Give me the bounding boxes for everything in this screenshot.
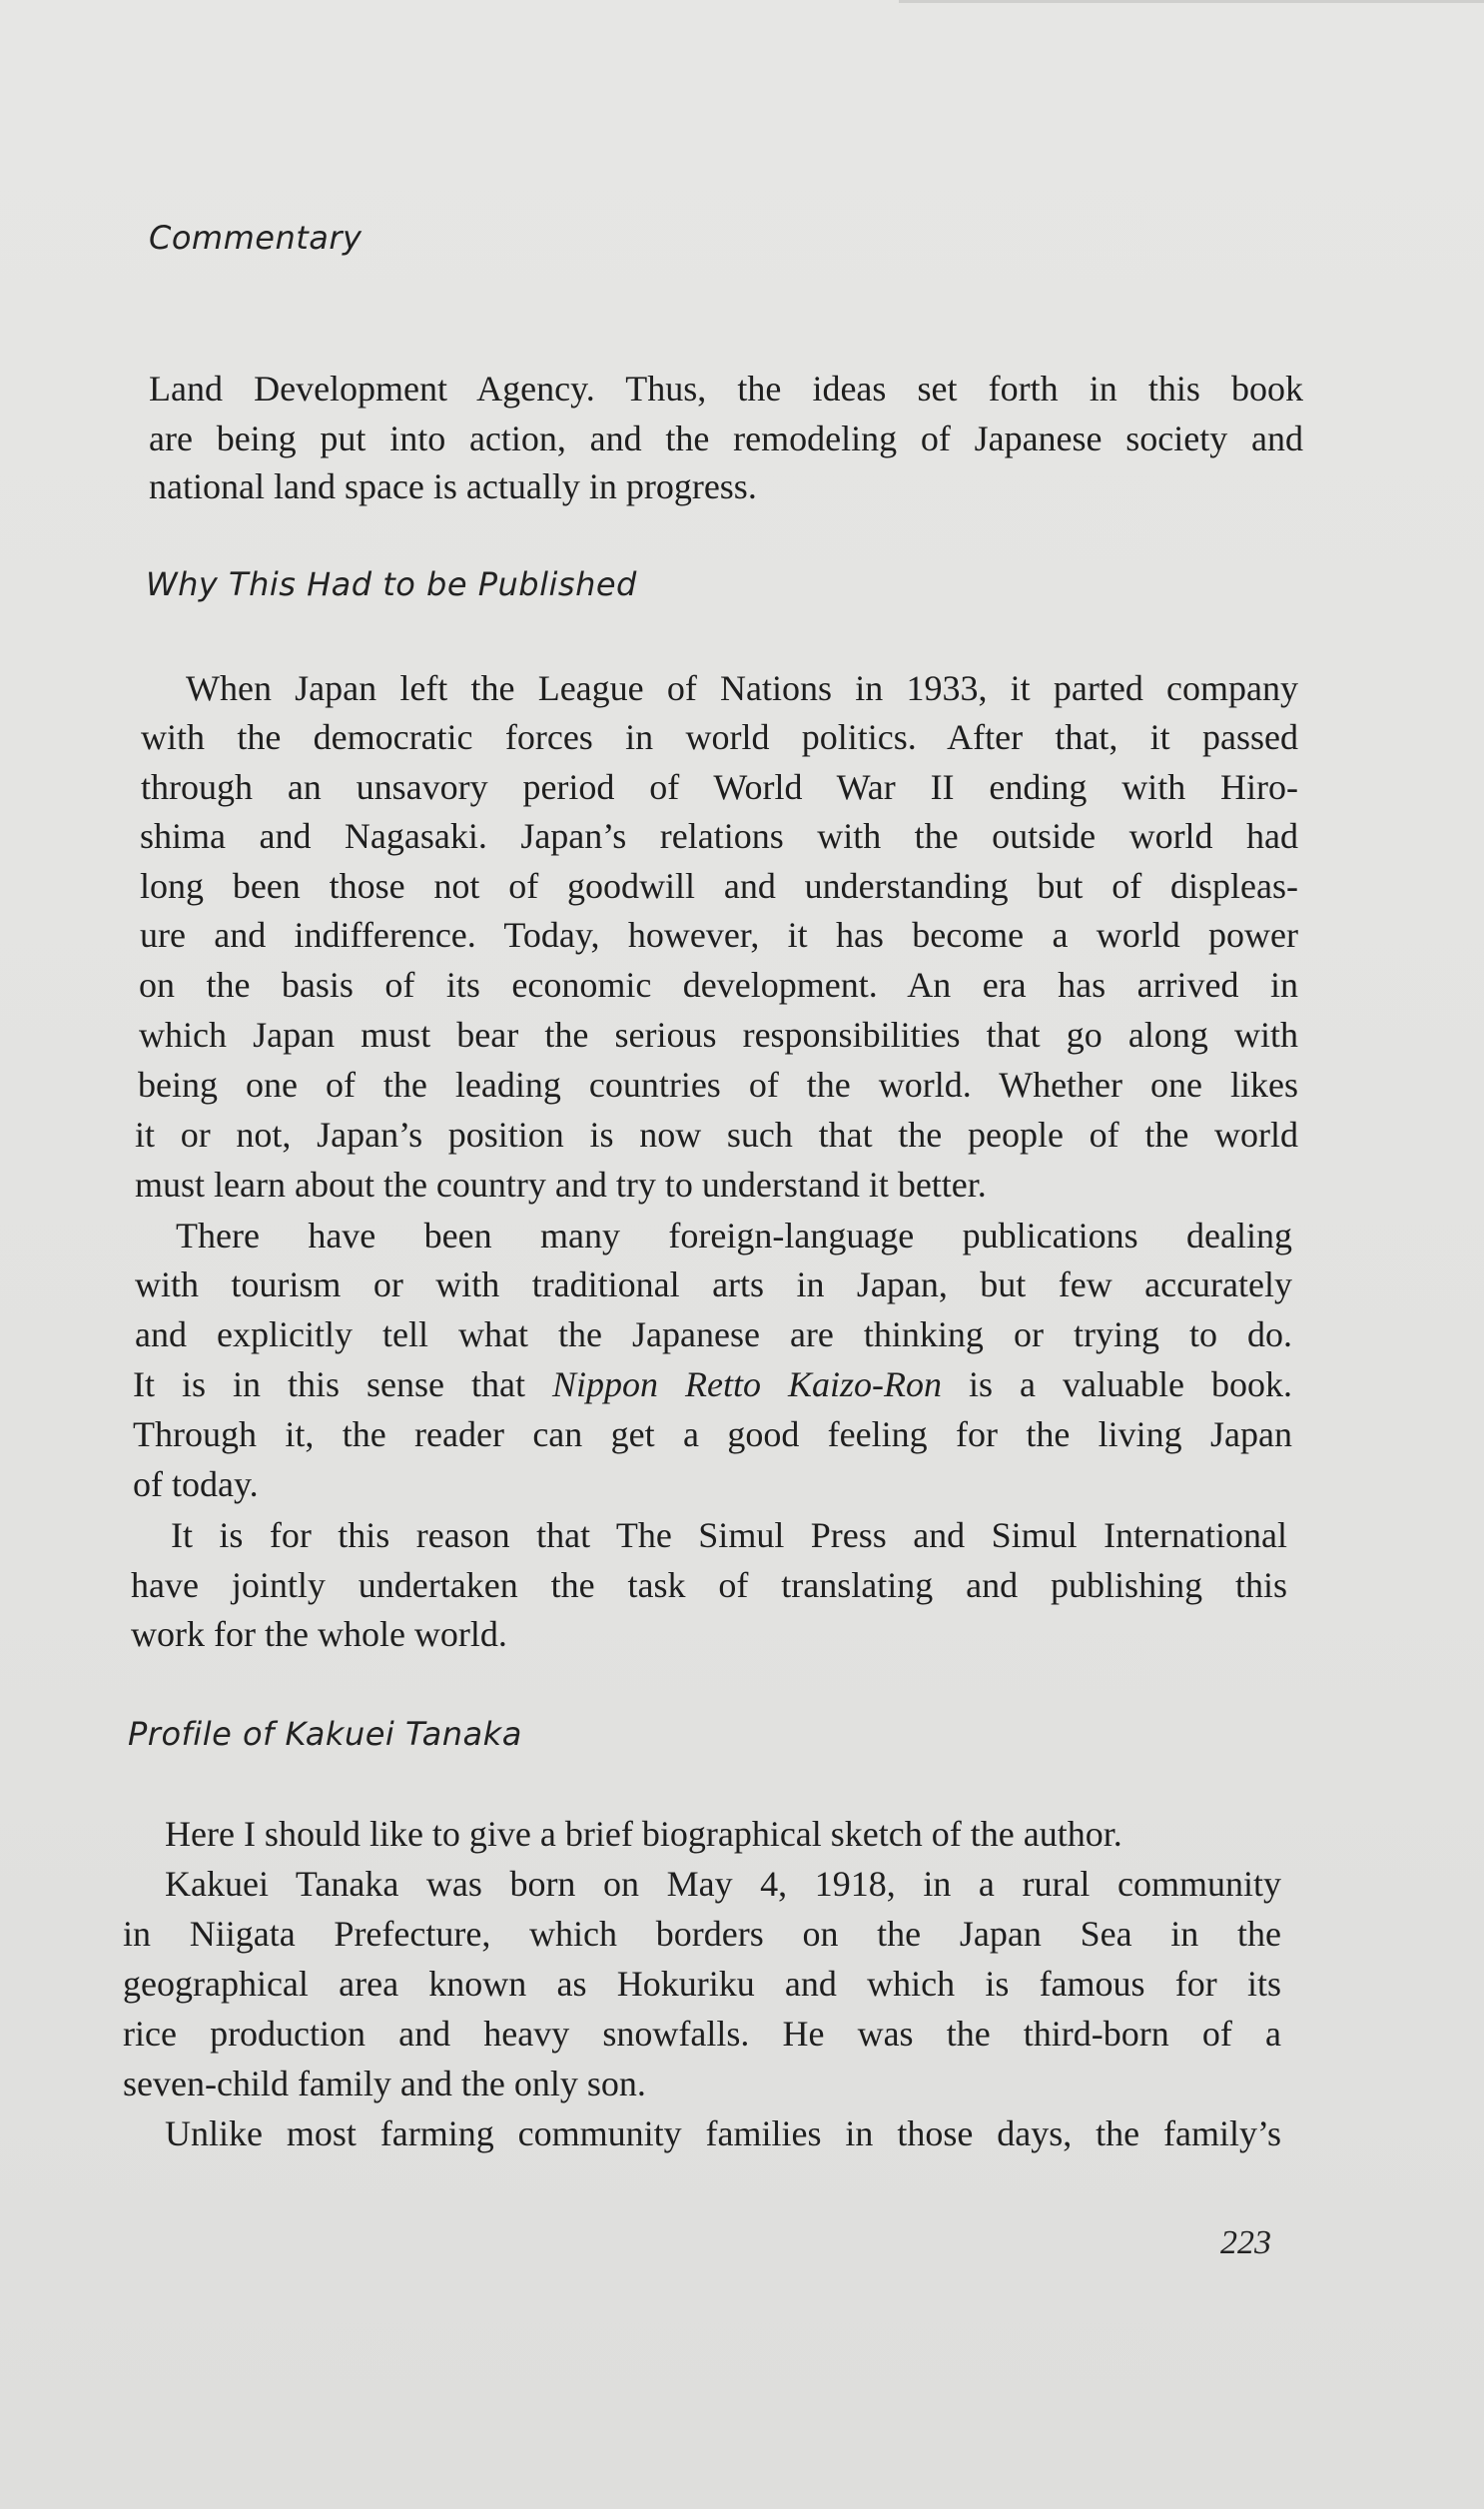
text-line: Here I should like to give a brief biographical sketch of the author. bbox=[165, 1814, 1122, 1854]
text-line: through an unsavory period of World War II ending with Hiro- bbox=[141, 767, 1298, 807]
text-line: There have been many foreign-language publications dealing bbox=[176, 1216, 1292, 1255]
text-line: which Japan must bear the serious responsibilities that go along with bbox=[139, 1015, 1298, 1055]
text-line: ure and indifference. Today, however, it has become a world power bbox=[140, 915, 1298, 955]
text-line: it or not, Japan’s position is now such that the people of the world bbox=[135, 1115, 1298, 1155]
text-line: Unlike most farming community families in those days, the family’s bbox=[165, 2113, 1281, 2153]
page-number: 223 bbox=[1220, 2224, 1271, 2261]
text-line: with tourism or with traditional arts in Japan, but few accurately bbox=[135, 1264, 1292, 1304]
page-edge bbox=[899, 0, 1484, 3]
text-line: being one of the leading countries of the world. Whether one likes bbox=[138, 1065, 1298, 1105]
text-line: When Japan left the League of Nations in 1933, it parted company bbox=[186, 668, 1298, 708]
book-title: Nippon Retto Kaizo-Ron bbox=[552, 1364, 943, 1404]
text-line: shima and Nagasaki. Japan’s relations with the outside world had bbox=[140, 816, 1298, 856]
text-line: on the basis of its economic development. An era has arrived in bbox=[139, 965, 1298, 1005]
text-run: It is in this sense that bbox=[133, 1364, 553, 1404]
text-line: seven-child family and the only son. bbox=[123, 2064, 646, 2103]
text-line: Kakuei Tanaka was born on May 4, 1918, in a rural community bbox=[165, 1864, 1281, 1904]
text-line: It is for this reason that The Simul Press and Simul International bbox=[171, 1515, 1287, 1555]
running-head: Commentary bbox=[149, 219, 363, 257]
text-line: geographical area known as Hokuriku and which is famous for its bbox=[123, 1964, 1281, 2004]
text-line: national land space is actually in progress. bbox=[149, 466, 757, 506]
text-line bbox=[133, 1359, 1292, 1409]
section-heading: Why This Had to be Published bbox=[146, 565, 637, 603]
text-line: rice production and heavy snowfalls. He was the third-born of a bbox=[123, 2014, 1281, 2054]
text-line: of today. bbox=[133, 1464, 259, 1504]
text-line: Land Development Agency. Thus, the ideas set forth in this book bbox=[149, 369, 1303, 409]
section-heading: Profile of Kakuei Tanaka bbox=[128, 1715, 522, 1753]
text-line: with the democratic forces in world politics. After that, it passed bbox=[141, 717, 1298, 757]
text-line: must learn about the country and try to understand it better. bbox=[135, 1165, 987, 1205]
text-line: and explicitly tell what the Japanese are thinking or trying to do. bbox=[135, 1314, 1292, 1354]
text-line: have jointly undertaken the task of translating and publishing this bbox=[131, 1565, 1287, 1605]
text-line: in Niigata Prefecture, which borders on the Japan Sea in the bbox=[123, 1914, 1281, 1954]
text-run: is a valuable book. bbox=[942, 1364, 1292, 1404]
text-line: long been those not of goodwill and understanding but of displeas- bbox=[140, 866, 1298, 906]
text-line: work for the whole world. bbox=[131, 1614, 507, 1654]
text-line: Through it, the reader can get a good feeling for the living Japan bbox=[133, 1414, 1292, 1454]
text-line: are being put into action, and the remodeling of Japanese society and bbox=[149, 418, 1303, 458]
